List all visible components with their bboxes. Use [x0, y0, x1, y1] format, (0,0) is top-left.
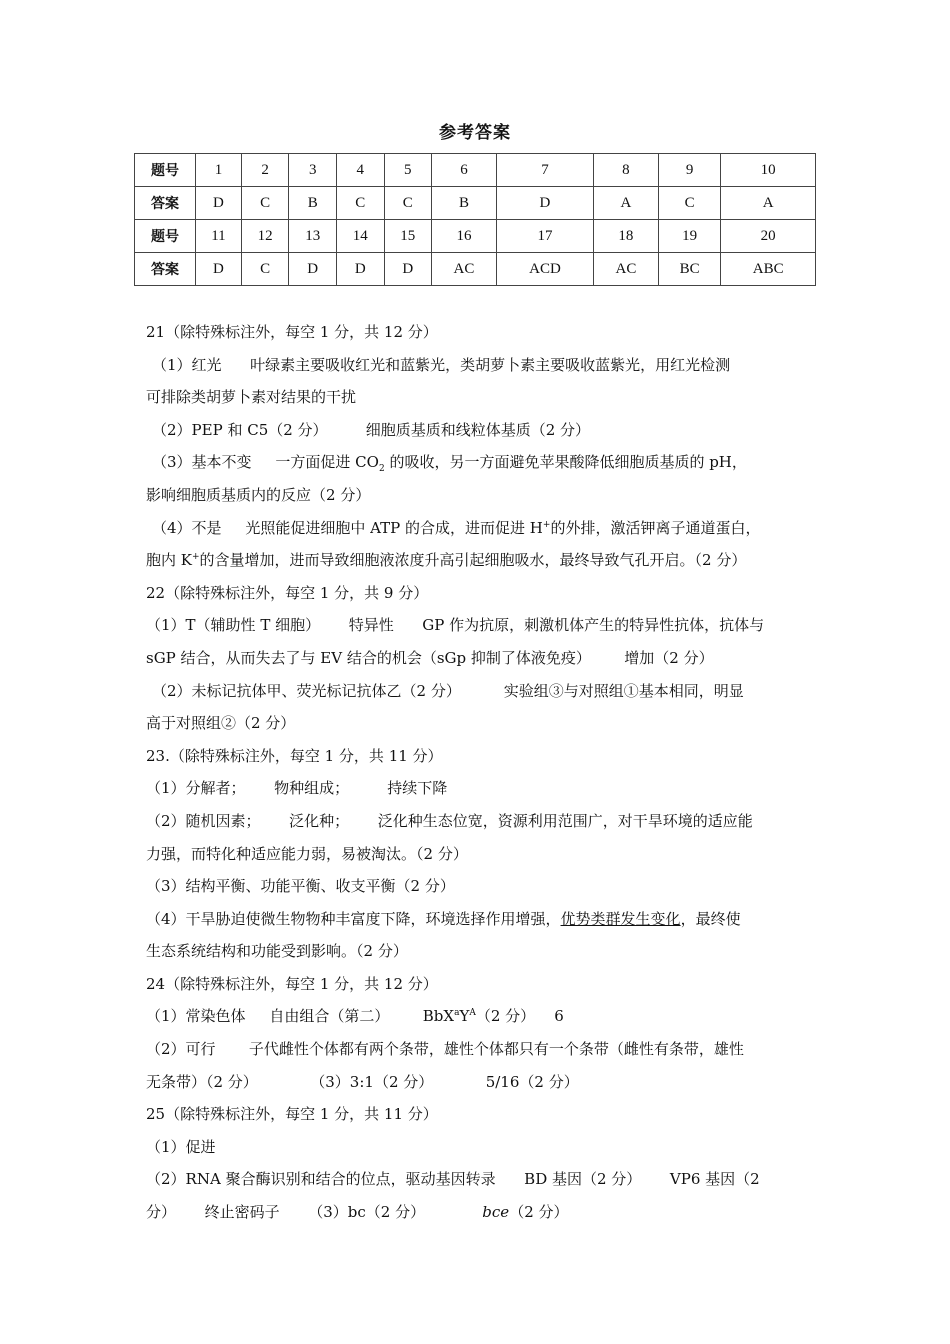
table-cell: 3: [289, 154, 337, 187]
q23-line: （3）结构平衡、功能平衡、收支平衡（2 分）: [146, 877, 455, 896]
table-cell: C: [658, 187, 720, 220]
q22-header: 22（除特殊标注外，每空 1 分，共 9 分）: [146, 583, 429, 602]
table-cell: ABC: [721, 253, 816, 286]
table-cell: 10: [721, 154, 816, 187]
table-cell: AC: [432, 253, 497, 286]
answer-body: [146, 316, 814, 1229]
q22-line: sGP 结合，从而失去了与 EV 结合的机会（sGp 抑制了体液免疫） 增加（2 分）: [146, 648, 714, 667]
table-cell: C: [384, 187, 432, 220]
q21-line: 影响细胞质基质内的反应（2 分）: [146, 485, 371, 504]
table-cell: D: [196, 253, 242, 286]
q21-line: （3）基本不变 一方面促进 $CO_2$ 的吸收，另一方面避免苹果酸降低细胞质基质的 pH，: [152, 453, 747, 475]
table-row: [135, 154, 816, 187]
q24-header: 24（除特殊标注外，每空 1 分，共 12 分）: [146, 974, 438, 993]
table-cell: BC: [658, 253, 720, 286]
table-cell: C: [241, 187, 289, 220]
table-cell: 12: [241, 220, 289, 253]
q22-line: （2）未标记抗体甲、荧光标记抗体乙（2 分） 实验组③与对照组①基本相同，明显: [152, 681, 744, 700]
table-cell: 6: [432, 154, 497, 187]
table-cell: D: [289, 253, 337, 286]
q21-line: 胞内 K+的含量增加，进而导致细胞液浓度升高引起细胞吸水，最终导致气孔开启。（2 分）: [146, 551, 747, 570]
table-cell: 5: [384, 154, 432, 187]
table-cell: D: [196, 187, 242, 220]
table-cell: 18: [593, 220, 658, 253]
q23-line: 生态系统结构和功能受到影响。（2 分）: [146, 942, 408, 961]
table-cell: 8: [593, 154, 658, 187]
row-label: 答案: [135, 187, 196, 220]
row-label: 题号: [135, 154, 196, 187]
table-row: [135, 220, 816, 253]
q25-line: （2）RNA 聚合酶识别和结合的位点，驱动基因转录 BD 基因（2 分） VP6 基因（2: [146, 1170, 760, 1189]
table-cell: 14: [336, 220, 384, 253]
table-cell: 1: [196, 154, 242, 187]
table-cell: D: [496, 187, 593, 220]
table-cell: C: [336, 187, 384, 220]
q23-line: 力强，而特化种适应能力弱，易被淘汰。（2 分）: [146, 844, 468, 863]
row-label: 答案: [135, 253, 196, 286]
table-cell: B: [289, 187, 337, 220]
q24-line: （2）可行 子代雌性个体都有两个条带，雄性个体都只有一个条带（雌性有条带，雄性: [146, 1040, 744, 1059]
answer-table: [134, 153, 816, 286]
q24-line: （1）常染色体 自由组合（第二） $BbX^aY^A(2$ 分） 6: [146, 1007, 564, 1026]
table-cell: D: [384, 253, 432, 286]
q21-line: （1）红光 叶绿素主要吸收红光和蓝紫光，类胡萝卜素主要吸收蓝紫光，用红光检测: [152, 355, 731, 374]
table-cell: 20: [721, 220, 816, 253]
q22-line: 高于对照组②（2 分）: [146, 714, 296, 733]
q23-line: （2）随机因素； 泛化种； 泛化种生态位宽，资源利用范围广，对干旱环境的适应能: [146, 811, 753, 830]
table-cell: 9: [658, 154, 720, 187]
table-cell: B: [432, 187, 497, 220]
q25-header: 25（除特殊标注外，每空 1 分，共 11 分）: [146, 1105, 438, 1124]
row-label: 题号: [135, 220, 196, 253]
table-row: [135, 187, 816, 220]
q22-line: （1）T（辅助性 T 细胞） 特异性 GP 作为抗原，刺激机体产生的特异性抗体，抗体与: [146, 616, 765, 635]
table-row: [135, 253, 816, 286]
q24-line: 无条带）（2 分） （3）3:1（2 分） 5/16（2 分）: [146, 1072, 579, 1091]
table-cell: C: [241, 253, 289, 286]
table-cell: A: [721, 187, 816, 220]
table-cell: AC: [593, 253, 658, 286]
q21-line: （4）不是 光照能促进细胞中 ATP 的合成，进而促进 H+的外排，激活钾离子通道蛋白，: [152, 518, 761, 537]
table-cell: 17: [496, 220, 593, 253]
q21-line: （2）PEP 和 C5（2 分） 细胞质基质和线粒体基质（2 分）: [152, 420, 591, 439]
page-title: 参考答案: [439, 123, 511, 143]
underlined-answer: 优势类群发生变化: [560, 909, 681, 928]
q23-line: （4）干旱胁迫使微生物物种丰富度下降，环境选择作用增强，优势类群发生变化，最终使: [146, 909, 741, 928]
table-cell: 2: [241, 154, 289, 187]
table-cell: A: [593, 187, 658, 220]
table-cell: 11: [196, 220, 242, 253]
q21-header: 21（除特殊标注外，每空 1 分，共 12 分）: [146, 323, 438, 341]
table-cell: 13: [289, 220, 337, 253]
q21-line: 可排除类胡萝卜素对结果的干扰: [146, 388, 357, 407]
table-cell: 16: [432, 220, 497, 253]
table-cell: D: [336, 253, 384, 286]
q23-header: 23.（除特殊标注外，每空 1 分，共 11 分）: [146, 746, 443, 765]
table-cell: ACD: [496, 253, 593, 286]
table-cell: 19: [658, 220, 720, 253]
q25-line: （1）促进: [146, 1137, 216, 1156]
q25-line: 分） 终止密码子 （3）bc（2 分） bce（2 分）: [146, 1203, 569, 1222]
q23-line: （1）分解者； 物种组成； 持续下降: [146, 779, 448, 798]
table-cell: 4: [336, 154, 384, 187]
table-cell: 7: [496, 154, 593, 187]
table-cell: 15: [384, 220, 432, 253]
